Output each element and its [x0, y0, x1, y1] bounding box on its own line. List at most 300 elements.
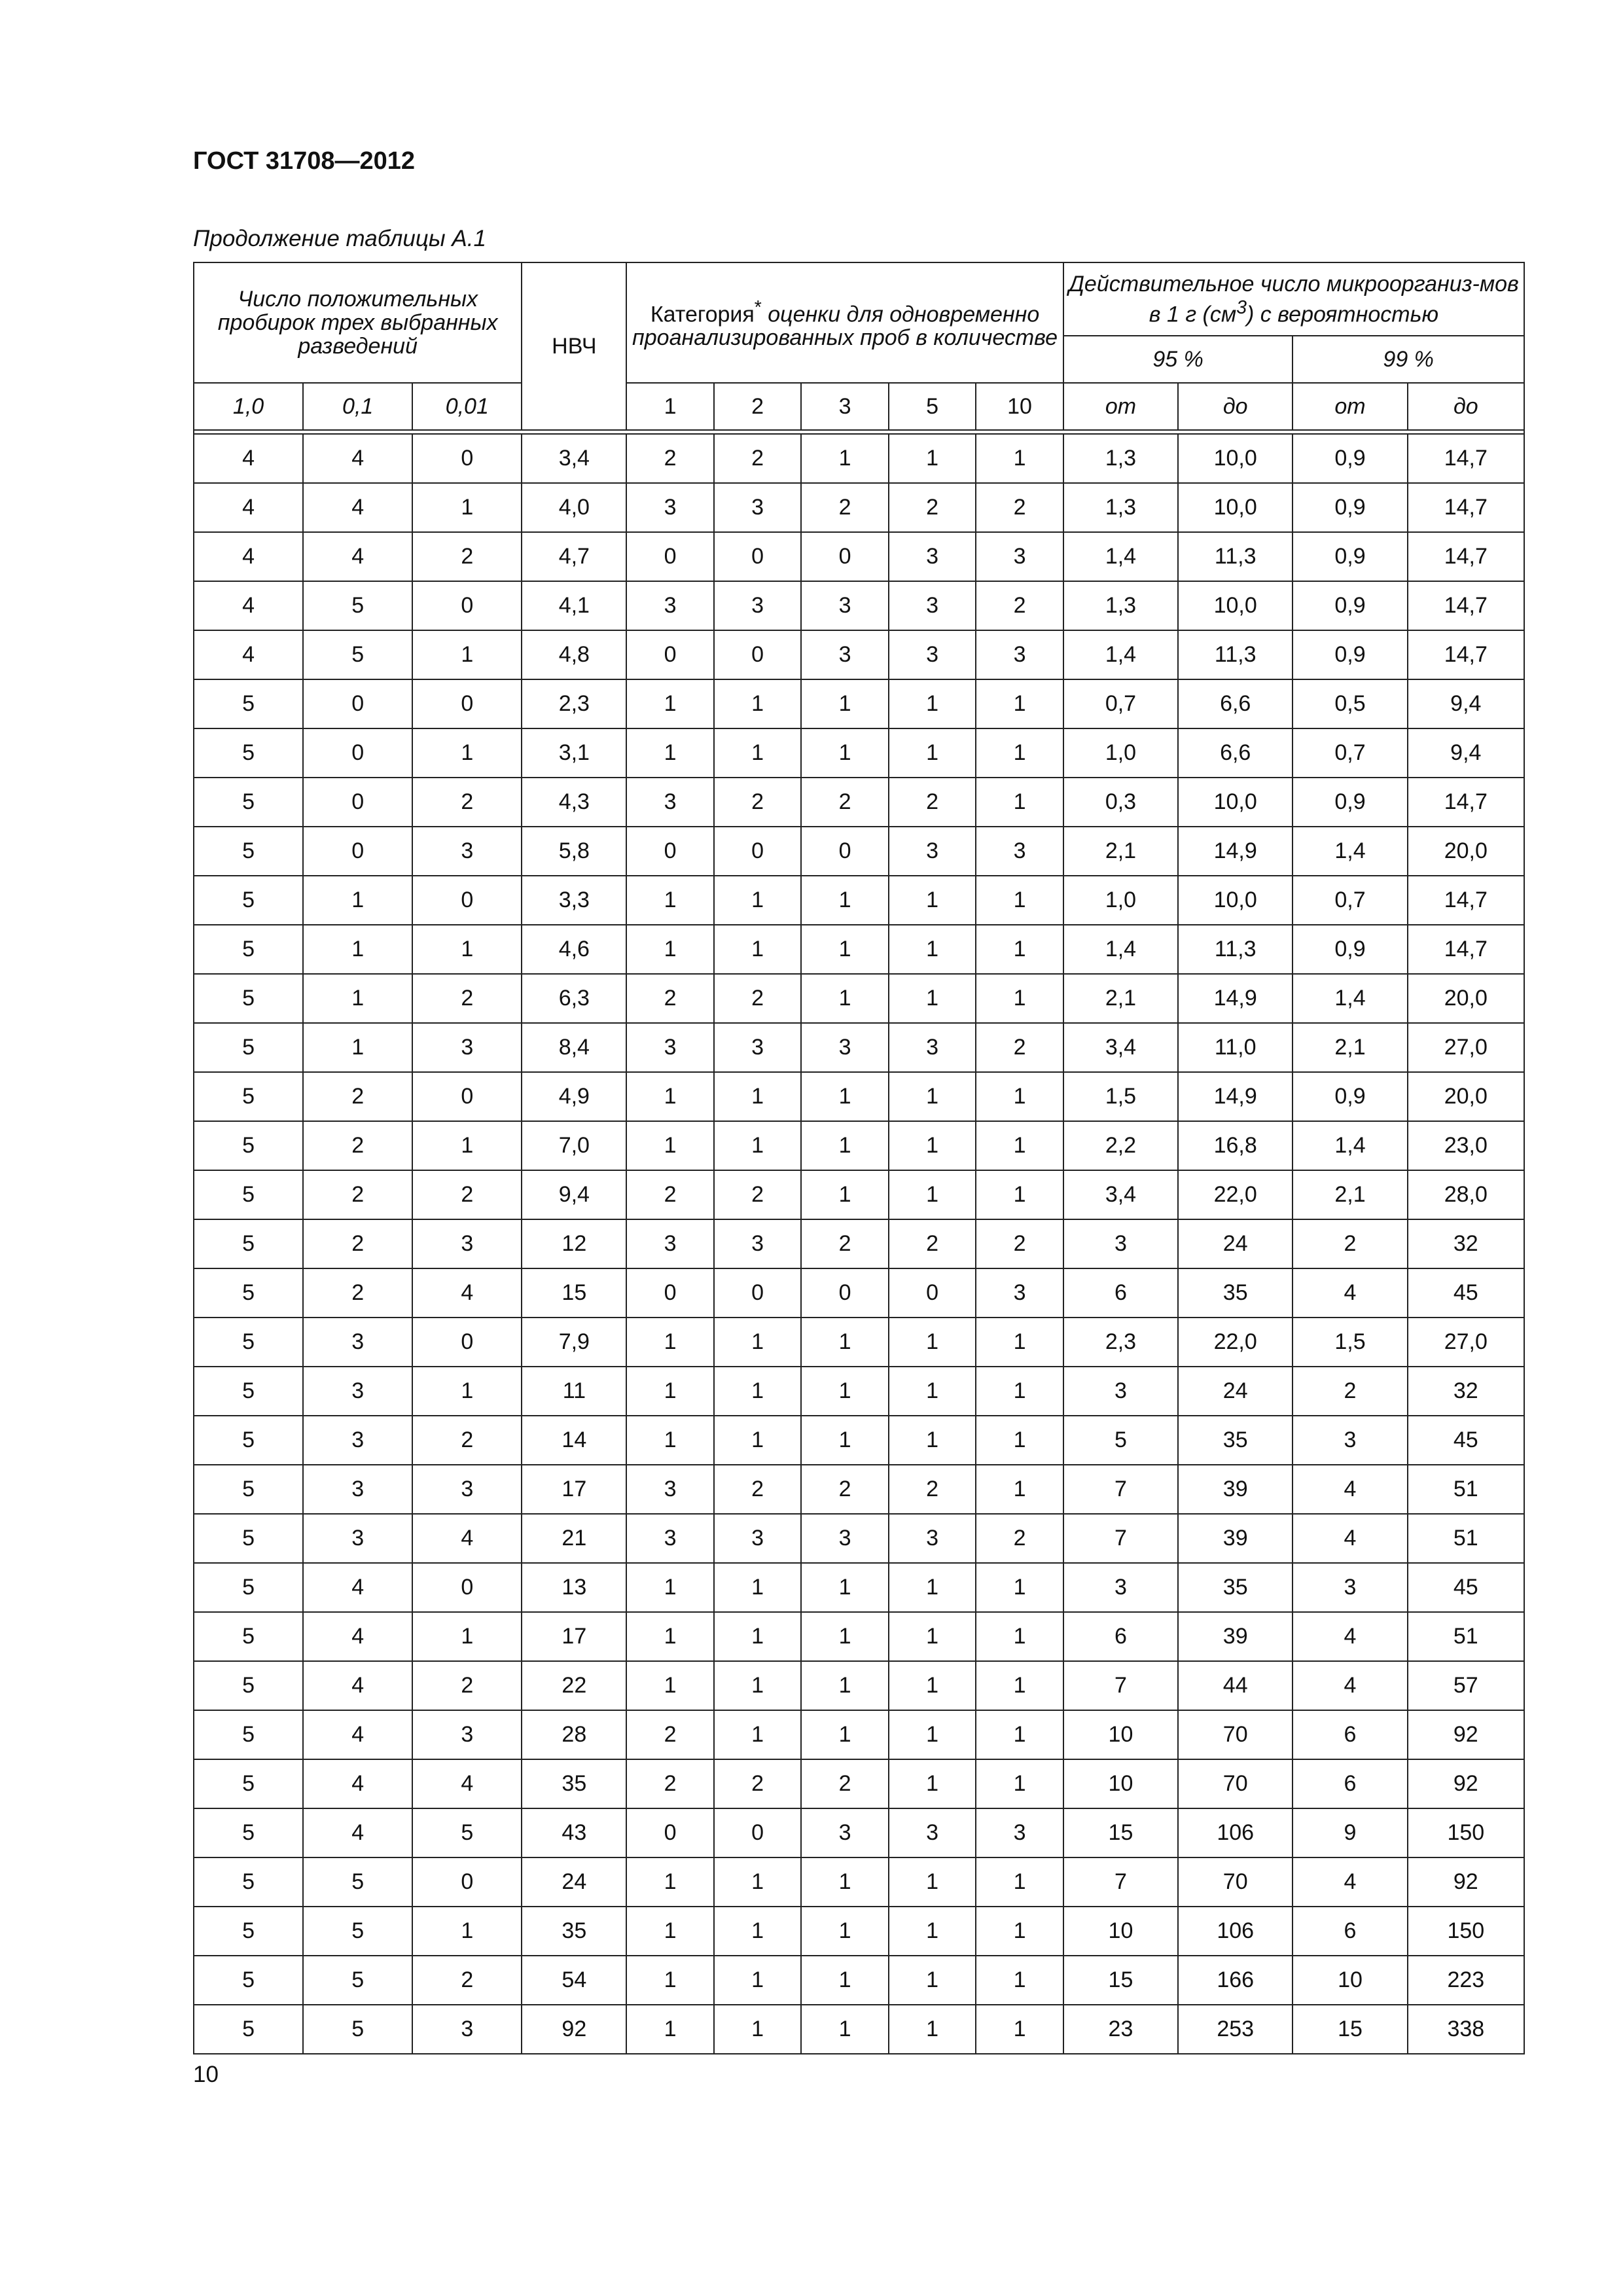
table-cell: 51	[1408, 1514, 1524, 1563]
table-cell: 10	[1293, 1956, 1407, 2005]
table-cell: 14,9	[1178, 1072, 1293, 1121]
table-cell: 1	[714, 1318, 801, 1367]
table-cell: 17	[522, 1612, 626, 1661]
table-cell: 0	[714, 1268, 801, 1318]
table-cell: 1	[889, 1661, 976, 1710]
table-cell: 1	[976, 1416, 1063, 1465]
table-cell: 39	[1178, 1465, 1293, 1514]
table-cell: 1	[801, 1416, 888, 1465]
table-cell: 4	[1293, 1268, 1407, 1318]
table-cell: 2	[976, 483, 1063, 532]
table-cell: 1	[714, 1072, 801, 1121]
table-cell: 10,0	[1178, 876, 1293, 925]
table-cell: 1,4	[1293, 1121, 1407, 1170]
table-cell: 0	[412, 581, 522, 630]
table-cell: 3	[714, 1023, 801, 1072]
table-cell: 4,7	[522, 532, 626, 581]
table-row	[194, 1170, 1524, 1219]
table-cell: 16,8	[1178, 1121, 1293, 1170]
table-cell: 0	[626, 630, 713, 679]
table-cell: 12	[522, 1219, 626, 1268]
table-cell: 10,0	[1178, 434, 1293, 483]
table-cell: 14,7	[1408, 483, 1524, 532]
table-cell: 2	[801, 778, 888, 827]
table-cell: 2	[303, 1170, 412, 1219]
table-cell: 338	[1408, 2005, 1524, 2054]
table-cell: 3	[889, 827, 976, 876]
table-cell: 9,4	[1408, 728, 1524, 778]
table-cell: 3	[303, 1465, 412, 1514]
table-cell: 0,9	[1293, 630, 1407, 679]
table-cell: 1	[626, 925, 713, 974]
table-cell: 4	[194, 532, 303, 581]
header-actual-prefix: Действительное число микроорганиз-мов в 1 г (см	[1068, 271, 1519, 327]
table-cell: 3,3	[522, 876, 626, 925]
table-cell: 24	[1178, 1219, 1293, 1268]
table-cell: 4	[412, 1268, 522, 1318]
table-cell: 4	[303, 434, 412, 483]
table-cell: 3	[1293, 1563, 1407, 1612]
table-cell: 1	[626, 1563, 713, 1612]
table-cell: 0	[412, 876, 522, 925]
table-cell: 5	[194, 1170, 303, 1219]
table-cell: 1	[801, 1907, 888, 1956]
table-cell: 35	[1178, 1268, 1293, 1318]
table-cell: 1	[976, 925, 1063, 974]
table-cell: 1	[714, 728, 801, 778]
table-cell: 3	[714, 1219, 801, 1268]
table-cell: 70	[1178, 1857, 1293, 1907]
table-cell: 70	[1178, 1710, 1293, 1759]
table-cell: 4,6	[522, 925, 626, 974]
table-cell: 1	[889, 1759, 976, 1808]
table-cell: 5	[194, 1808, 303, 1857]
header-category	[626, 262, 1063, 383]
table-cell: 35	[522, 1907, 626, 1956]
table-row	[194, 778, 1524, 827]
table-cell: 2	[714, 778, 801, 827]
table-cell: 1	[976, 1956, 1063, 2005]
table-cell: 1	[976, 1465, 1063, 1514]
table-cell: 2	[626, 1710, 713, 1759]
table-cell: 20,0	[1408, 827, 1524, 876]
table-cell: 5	[194, 827, 303, 876]
table-cell: 5,8	[522, 827, 626, 876]
table-cell: 5	[412, 1808, 522, 1857]
table-cell: 51	[1408, 1612, 1524, 1661]
table-cell: 10	[1063, 1759, 1178, 1808]
table-cell: 1	[801, 434, 888, 483]
table-cell: 14,7	[1408, 778, 1524, 827]
table-cell: 5	[194, 1661, 303, 1710]
table-row	[194, 1808, 1524, 1857]
table-cell: 2,2	[1063, 1121, 1178, 1170]
table-cell: 1	[801, 1318, 888, 1367]
table-cell: 2	[1293, 1219, 1407, 1268]
header-dilution-3: 0,01	[412, 383, 522, 430]
header-99-from: от	[1293, 383, 1407, 430]
table-cell: 1	[889, 1121, 976, 1170]
table-cell: 1	[714, 1612, 801, 1661]
table-cell: 2	[412, 1661, 522, 1710]
table-cell: 2	[714, 1465, 801, 1514]
table-cell: 1	[626, 1612, 713, 1661]
table-row	[194, 1465, 1524, 1514]
table-cell: 1	[801, 1170, 888, 1219]
table-cell: 1	[976, 1072, 1063, 1121]
table-cell: 10,0	[1178, 581, 1293, 630]
table-cell: 1	[976, 1170, 1063, 1219]
table-cell: 5	[194, 778, 303, 827]
table-cell: 0	[801, 827, 888, 876]
table-row	[194, 1759, 1524, 1808]
table-cell: 14,9	[1178, 827, 1293, 876]
table-cell: 1,5	[1293, 1318, 1407, 1367]
header-95-to: до	[1178, 383, 1293, 430]
table-cell: 2	[626, 974, 713, 1023]
table-cell: 5	[303, 2005, 412, 2054]
table-cell: 2	[412, 1956, 522, 2005]
table-cell: 5	[194, 1023, 303, 1072]
table-cell: 3	[801, 1808, 888, 1857]
table-cell: 2,1	[1293, 1170, 1407, 1219]
table-cell: 11	[522, 1367, 626, 1416]
table-cell: 43	[522, 1808, 626, 1857]
table-cell: 15	[522, 1268, 626, 1318]
table-cell: 1	[976, 778, 1063, 827]
table-cell: 3	[889, 532, 976, 581]
table-cell: 7	[1063, 1465, 1178, 1514]
table-cell: 2	[626, 1759, 713, 1808]
table-cell: 1	[801, 2005, 888, 2054]
table-cell: 23,0	[1408, 1121, 1524, 1170]
table-cell: 13	[522, 1563, 626, 1612]
table-row	[194, 1023, 1524, 1072]
table-cell: 5	[194, 1956, 303, 2005]
page-number: 10	[193, 2062, 219, 2087]
table-cell: 27,0	[1408, 1023, 1524, 1072]
table-cell: 3	[626, 1219, 713, 1268]
table-row	[194, 1907, 1524, 1956]
table-cell: 4	[1293, 1661, 1407, 1710]
table-body	[194, 434, 1524, 2054]
table-cell: 4	[194, 434, 303, 483]
header-probability-99: 99 %	[1293, 336, 1524, 383]
table-cell: 45	[1408, 1268, 1524, 1318]
table-cell: 1	[412, 1367, 522, 1416]
table-cell: 3	[303, 1367, 412, 1416]
table-cell: 1	[412, 1907, 522, 1956]
table-cell: 3	[801, 581, 888, 630]
table-cell: 3	[976, 630, 1063, 679]
table-cell: 1	[303, 974, 412, 1023]
table-cell: 1	[714, 1416, 801, 1465]
table-cell: 4,1	[522, 581, 626, 630]
table-cell: 1	[714, 925, 801, 974]
header-count-3: 3	[801, 383, 888, 430]
table-cell: 5	[194, 1367, 303, 1416]
table-cell: 1	[801, 1121, 888, 1170]
table-cell: 0	[801, 1268, 888, 1318]
table-cell: 1	[714, 1563, 801, 1612]
table-cell: 0	[412, 434, 522, 483]
table-cell: 0,5	[1293, 679, 1407, 728]
table-cell: 3	[626, 1465, 713, 1514]
table-cell: 0,7	[1293, 876, 1407, 925]
table-row	[194, 974, 1524, 1023]
table-cell: 22,0	[1178, 1170, 1293, 1219]
table-cell: 2,1	[1063, 974, 1178, 1023]
table-cell: 1	[976, 1907, 1063, 1956]
header-99-to: до	[1408, 383, 1524, 430]
table-cell: 6	[1063, 1268, 1178, 1318]
table-cell: 28,0	[1408, 1170, 1524, 1219]
table-cell: 4	[412, 1759, 522, 1808]
table-cell: 6,3	[522, 974, 626, 1023]
table-cell: 0	[801, 532, 888, 581]
table-cell: 1	[976, 1612, 1063, 1661]
table-cell: 1	[714, 679, 801, 728]
table-cell: 5	[194, 1268, 303, 1318]
table-cell: 1	[714, 1661, 801, 1710]
table-cell: 2	[303, 1219, 412, 1268]
table-cell: 3	[714, 483, 801, 532]
table-row	[194, 483, 1524, 532]
table-cell: 2	[976, 581, 1063, 630]
table-cell: 4	[1293, 1465, 1407, 1514]
table-cell: 1	[626, 679, 713, 728]
table-cell: 1	[889, 1612, 976, 1661]
table-cell: 3,4	[1063, 1023, 1178, 1072]
table-cell: 5	[194, 1072, 303, 1121]
table-cell: 1	[714, 1956, 801, 2005]
table-cell: 70	[1178, 1759, 1293, 1808]
table-cell: 5	[194, 1318, 303, 1367]
table-cell: 1,0	[1063, 876, 1178, 925]
table-header	[194, 262, 1524, 434]
table-cell: 4	[412, 1514, 522, 1563]
table-cell: 1	[976, 1318, 1063, 1367]
table-cell: 22	[522, 1661, 626, 1710]
table-cell: 0	[303, 827, 412, 876]
table-row	[194, 532, 1524, 581]
header-count-2: 2	[714, 383, 801, 430]
table-row	[194, 728, 1524, 778]
table-cell: 3	[412, 1465, 522, 1514]
table-row	[194, 2005, 1524, 2054]
table-cell: 1	[801, 1857, 888, 1907]
table-cell: 0,9	[1293, 1072, 1407, 1121]
table-cell: 22,0	[1178, 1318, 1293, 1367]
table-cell: 1	[889, 1907, 976, 1956]
table-cell: 14,7	[1408, 876, 1524, 925]
table-cell: 14,7	[1408, 532, 1524, 581]
table-cell: 1	[889, 1170, 976, 1219]
table-cell: 0	[626, 827, 713, 876]
table-cell: 10,0	[1178, 483, 1293, 532]
table-row	[194, 679, 1524, 728]
table-cell: 11,3	[1178, 925, 1293, 974]
table-cell: 1	[889, 1563, 976, 1612]
table-cell: 1	[889, 1956, 976, 2005]
table-cell: 1	[976, 2005, 1063, 2054]
table-cell: 3	[976, 1808, 1063, 1857]
table-cell: 0,9	[1293, 434, 1407, 483]
header-count-10: 10	[976, 383, 1063, 430]
table-cell: 3	[412, 1023, 522, 1072]
table-cell: 14,9	[1178, 974, 1293, 1023]
table-cell: 57	[1408, 1661, 1524, 1710]
table-cell: 20,0	[1408, 1072, 1524, 1121]
table-cell: 4	[1293, 1857, 1407, 1907]
table-cell: 7	[1063, 1857, 1178, 1907]
table-cell: 3	[303, 1514, 412, 1563]
header-actual-count	[1063, 262, 1524, 336]
table-cell: 27,0	[1408, 1318, 1524, 1367]
table-cell: 1	[889, 1367, 976, 1416]
table-cell: 5	[303, 630, 412, 679]
table-cell: 14,7	[1408, 630, 1524, 679]
table-row	[194, 434, 1524, 483]
table-cell: 14,7	[1408, 925, 1524, 974]
table-cell: 150	[1408, 1808, 1524, 1857]
table-cell: 5	[194, 1121, 303, 1170]
table-cell: 1	[976, 1759, 1063, 1808]
table-cell: 1	[801, 974, 888, 1023]
table-cell: 54	[522, 1956, 626, 2005]
table-cell: 3	[714, 581, 801, 630]
table-cell: 5	[194, 925, 303, 974]
header-count-5: 5	[889, 383, 976, 430]
table-cell: 6	[1293, 1907, 1407, 1956]
table-cell: 5	[194, 1612, 303, 1661]
table-cell: 3	[412, 1710, 522, 1759]
header-95-from: от	[1063, 383, 1178, 430]
table-cell: 2	[626, 434, 713, 483]
table-cell: 2	[801, 1759, 888, 1808]
table-cell: 1,3	[1063, 581, 1178, 630]
table-cell: 8,4	[522, 1023, 626, 1072]
table-cell: 1	[801, 1661, 888, 1710]
table-cell: 1	[889, 1710, 976, 1759]
table-cell: 0	[412, 1318, 522, 1367]
table-cell: 1	[626, 1661, 713, 1710]
table-cell: 4,0	[522, 483, 626, 532]
table-cell: 92	[1408, 1857, 1524, 1907]
table-cell: 9,4	[1408, 679, 1524, 728]
table-cell: 1	[626, 1367, 713, 1416]
table-cell: 1	[889, 728, 976, 778]
table-cell: 5	[1063, 1416, 1178, 1465]
table-cell: 11,3	[1178, 630, 1293, 679]
table-row	[194, 630, 1524, 679]
table-cell: 5	[194, 1759, 303, 1808]
table-cell: 1	[626, 1907, 713, 1956]
table-cell: 5	[194, 1416, 303, 1465]
table-cell: 1,3	[1063, 434, 1178, 483]
table-cell: 2	[976, 1514, 1063, 1563]
table-row	[194, 925, 1524, 974]
table-caption: Продолжение таблицы А.1	[193, 226, 486, 251]
table-cell: 0	[303, 679, 412, 728]
table-row	[194, 1710, 1524, 1759]
table-cell: 10,0	[1178, 778, 1293, 827]
table-cell: 0	[714, 827, 801, 876]
table-cell: 0	[626, 1268, 713, 1318]
table-cell: 4	[1293, 1612, 1407, 1661]
table-cell: 1,4	[1063, 630, 1178, 679]
table-cell: 1,0	[1063, 728, 1178, 778]
table-row	[194, 1563, 1524, 1612]
table-cell: 21	[522, 1514, 626, 1563]
header-actual-suffix: ) с вероятностью	[1246, 302, 1439, 327]
table-cell: 20,0	[1408, 974, 1524, 1023]
table-cell: 1,4	[1063, 925, 1178, 974]
table-cell: 1	[976, 1661, 1063, 1710]
table-cell: 92	[522, 2005, 626, 2054]
table-cell: 1	[714, 1857, 801, 1907]
table-cell: 1	[714, 876, 801, 925]
table-cell: 15	[1063, 1808, 1178, 1857]
table-cell: 5	[194, 728, 303, 778]
table-row	[194, 1956, 1524, 2005]
table-cell: 3	[1063, 1563, 1178, 1612]
table-cell: 1	[412, 630, 522, 679]
table-cell: 2	[976, 1023, 1063, 1072]
table-cell: 4	[1293, 1514, 1407, 1563]
table-cell: 7	[1063, 1661, 1178, 1710]
header-positive-tubes: Число положительных пробирок трех выбранных разведений	[194, 262, 522, 383]
table-cell: 6,6	[1178, 728, 1293, 778]
table-cell: 1,5	[1063, 1072, 1178, 1121]
header-mpn: НВЧ	[522, 262, 626, 430]
table-cell: 5	[194, 1514, 303, 1563]
table-cell: 4	[303, 1612, 412, 1661]
table-cell: 3	[626, 778, 713, 827]
table-cell: 1,4	[1293, 974, 1407, 1023]
table-cell: 24	[1178, 1367, 1293, 1416]
table-cell: 2	[801, 1465, 888, 1514]
table-cell: 5	[194, 974, 303, 1023]
table-cell: 1	[412, 1121, 522, 1170]
table-cell: 1	[889, 2005, 976, 2054]
table-cell: 3,4	[522, 434, 626, 483]
table-cell: 3	[889, 1808, 976, 1857]
table-cell: 0	[626, 532, 713, 581]
table-cell: 5	[303, 1956, 412, 2005]
table-cell: 1	[303, 1023, 412, 1072]
table-cell: 4,3	[522, 778, 626, 827]
table-cell: 166	[1178, 1956, 1293, 2005]
table-cell: 0	[412, 1072, 522, 1121]
table-cell: 44	[1178, 1661, 1293, 1710]
table-cell: 4,9	[522, 1072, 626, 1121]
table-cell: 2	[714, 434, 801, 483]
table-cell: 1	[801, 925, 888, 974]
table-cell: 0,9	[1293, 925, 1407, 974]
table-cell: 1	[801, 1612, 888, 1661]
table-cell: 35	[1178, 1416, 1293, 1465]
table-cell: 223	[1408, 1956, 1524, 2005]
table-row	[194, 1367, 1524, 1416]
table-cell: 1	[801, 1563, 888, 1612]
table-cell: 1	[889, 974, 976, 1023]
table-cell: 2	[801, 483, 888, 532]
table-cell: 4,8	[522, 630, 626, 679]
table-cell: 11,0	[1178, 1023, 1293, 1072]
table-cell: 1	[801, 1956, 888, 2005]
table-cell: 4	[194, 581, 303, 630]
